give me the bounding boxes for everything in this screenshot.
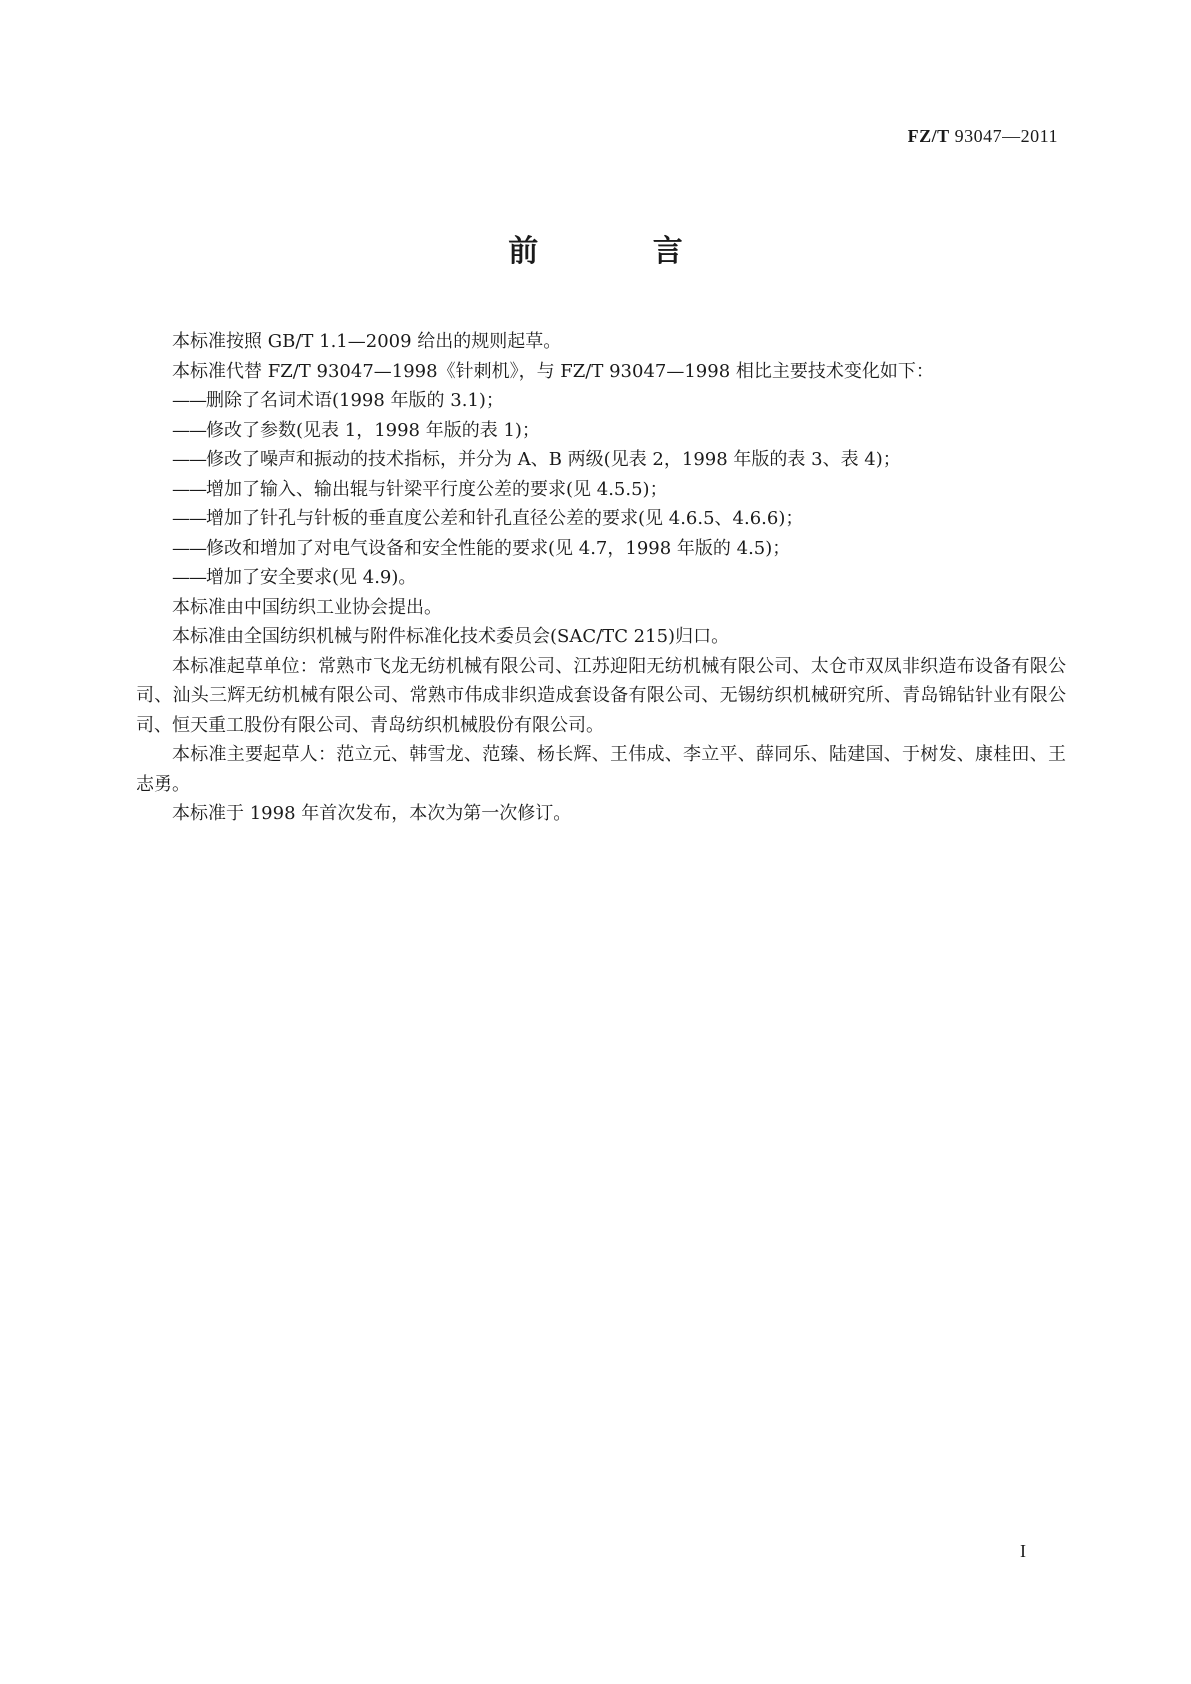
- change-text: 修改和增加了对电气设备和安全性能的要求(见 4.7，1998 年版的 4.5)；: [206, 537, 791, 559]
- change-item: [136, 563, 1066, 593]
- foreword-body: [136, 327, 1066, 829]
- page-title: 前 言: [508, 234, 735, 269]
- standard-code-number: 93047—2011: [954, 126, 1058, 146]
- change-dash: ——: [172, 478, 206, 500]
- change-item: [136, 534, 1066, 564]
- change-item: [136, 386, 1066, 416]
- change-dash: ——: [172, 449, 206, 470]
- paragraph-history: 本标准于 1998 年首次发布，本次为第一次修订。: [172, 803, 572, 824]
- paragraph-replaces: 本标准代替 FZ/T 93047—1998《针刺机》，与 FZ/T 93047—1998 相比主要技术变化如下：: [172, 360, 934, 382]
- change-item: [136, 475, 1066, 505]
- change-dash: ——: [172, 419, 206, 441]
- change-item: [136, 445, 1066, 475]
- change-dash: ——: [172, 508, 206, 529]
- standard-code: [908, 126, 1058, 147]
- paragraph-committee: 本标准由全国纺织机械与附件标准化技术委员会(SAC/TC 215)归口。: [172, 626, 730, 647]
- change-item: [136, 504, 1066, 534]
- change-text: 增加了针孔与针板的垂直度公差和针孔直径公差的要求(见 4.6.5、4.6.6)；: [206, 508, 804, 529]
- change-text: 删除了名词术语(1998 年版的 3.1)；: [206, 390, 504, 411]
- change-dash: ——: [172, 390, 206, 411]
- paragraph-drafters: 本标准主要起草人：范立元、韩雪龙、范臻、杨长辉、王伟成、李立平、薛同乐、陆建国、于树发、康桂田、王志勇。: [136, 744, 1066, 795]
- paragraph-drafting-rules: 本标准按照 GB/T 1.1—2009 给出的规则起草。: [172, 331, 562, 352]
- paragraph-proposer: 本标准由中国纺织工业协会提出。: [172, 596, 442, 618]
- change-item: [136, 416, 1066, 446]
- change-text: 增加了安全要求(见 4.9)。: [206, 567, 417, 588]
- change-dash: ——: [172, 567, 206, 588]
- page-number: I: [1020, 1541, 1026, 1561]
- change-dash: ——: [172, 537, 206, 559]
- paragraph-drafting-units: 本标准起草单位：常熟市飞龙无纺机械有限公司、江苏迎阳无纺机械有限公司、太仓市双凤非织造布设备有限公司、汕头三辉无纺机械有限公司、常熟市伟成非织造成套设备有限公司、无锡纺织机械研究所、青岛锦钻针业有限公司、恒天重工股份有限公司、青岛纺织机械股份有限公司。: [136, 655, 1066, 736]
- standard-code-prefix: FZ/T: [907, 126, 950, 146]
- change-text: 增加了输入、输出辊与针梁平行度公差的要求(见 4.5.5)；: [206, 478, 668, 500]
- change-text: 修改了参数(见表 1，1998 年版的表 1)；: [206, 419, 540, 441]
- change-text: 修改了噪声和振动的技术指标，并分为 A、B 两级(见表 2，1998 年版的表 3、表 4)；: [206, 449, 901, 470]
